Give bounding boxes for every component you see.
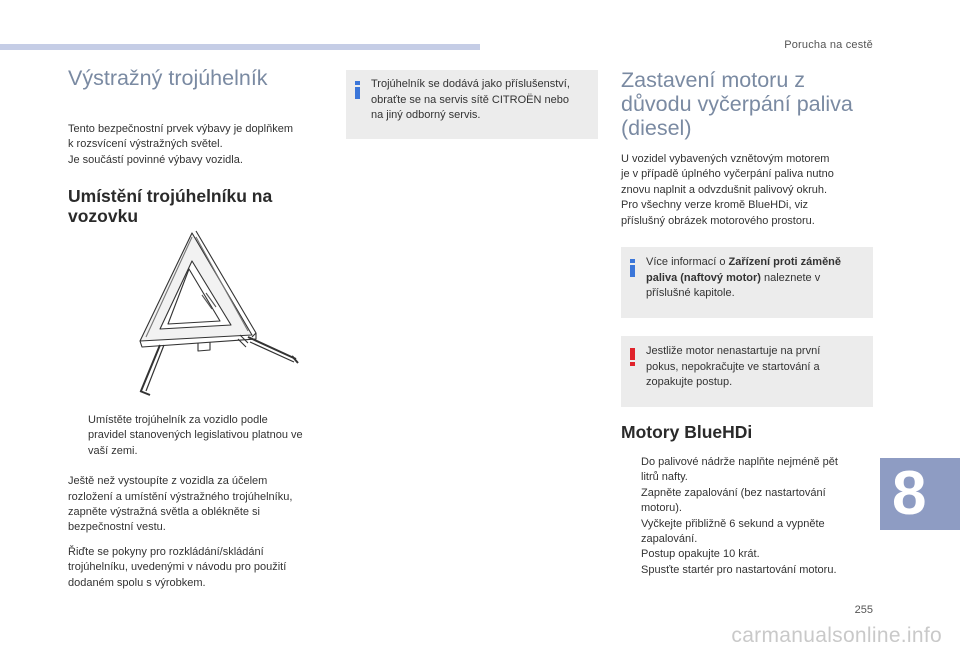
column-warning-triangle-lower: [68, 413, 330, 591]
list-item: Postup opakujte 10 krát.: [641, 548, 760, 561]
accessory-info-note: Trojúhelník se dodává jako příslušenství, obraťte se na servis sítě CITROËN nebo na jiný odborný servis.: [346, 70, 598, 139]
warning-triangle-illustration: [80, 225, 300, 407]
restart-warning-note: Jestliže motor nenastartuje na první pokus, nepokračujte ve startování a zopakujte postup.: [621, 336, 873, 407]
misfuel-info-note: Více informací o Zařízení proti záměně paliva (naftový motor) naleznete v příslušné kapitole.: [621, 247, 873, 318]
column-fuel-exhaustion: [621, 68, 876, 229]
list-item: Vyčkejte přibližně 6 sekund a vypněte zapalování.: [641, 517, 825, 546]
safety-paragraph: Ještě než vystoupíte z vozidla za účelem rozložení a umístění výstražného trojúhelníku, zapněte výstražná světla a oblékněte si bezpečnostní vestu.: [68, 475, 293, 534]
page-number: 255: [854, 604, 873, 616]
list-item: Do palivové nádrže naplňte nejméně pět litrů nafty.: [641, 456, 838, 484]
list-item: Spusťte startér pro nastartování motoru.: [641, 563, 837, 576]
list-item: Zapněte zapalování (bez nastartování motoru).: [641, 486, 826, 515]
diesel-intro-paragraph: U vozidel vybavených vznětovým motorem je v případě úplného vyčerpání paliva nutno znovu naplnit a odvzdušnit palivový okruh. Pro všechny verze kromě BlueHDi, viz příslušný obrázek motorového prostoru.: [621, 153, 834, 227]
subheading-placement: Umístění trojúhelníku na vozovku: [68, 186, 273, 227]
warning-triangle-icon: [80, 225, 300, 407]
title-warning-triangle: Výstražný trojúhelník: [68, 66, 268, 90]
info-icon: [355, 81, 360, 99]
watermark: carmanualsonline.info: [731, 624, 942, 647]
intro-paragraph: Tento bezpečnostní prvek výbavy je doplňkem k rozsvícení výstražných světel. Je součástí povinné výbavy vozidla.: [68, 123, 294, 166]
subheading-bluehdi: Motory BlueHDi: [621, 422, 753, 442]
info-icon: [630, 259, 635, 277]
placement-instruction: Umístěte trojúhelník za vozidlo podle pravidel stanovených legislativou platnou ve vaší zemi.: [88, 414, 303, 457]
section-title: Porucha na cestě: [784, 39, 873, 51]
column-bluehdi: [621, 422, 876, 578]
instructions-paragraph: Řiďte se pokyny pro rozkládání/skládání trojúhelníku, uvedenými v návodu pro použití dodaném spolu s výrobkem.: [68, 545, 287, 589]
column-warning-triangle: [68, 66, 330, 226]
chapter-tab: [880, 458, 960, 530]
header-rule: [0, 44, 480, 50]
chapter-number: 8: [892, 459, 927, 528]
bluehdi-steps: [621, 455, 876, 578]
title-fuel-exhaustion: Zastavení motoru z důvodu vyčerpání paliva (diesel): [621, 68, 853, 140]
warning-exclamation-icon: [630, 348, 635, 366]
